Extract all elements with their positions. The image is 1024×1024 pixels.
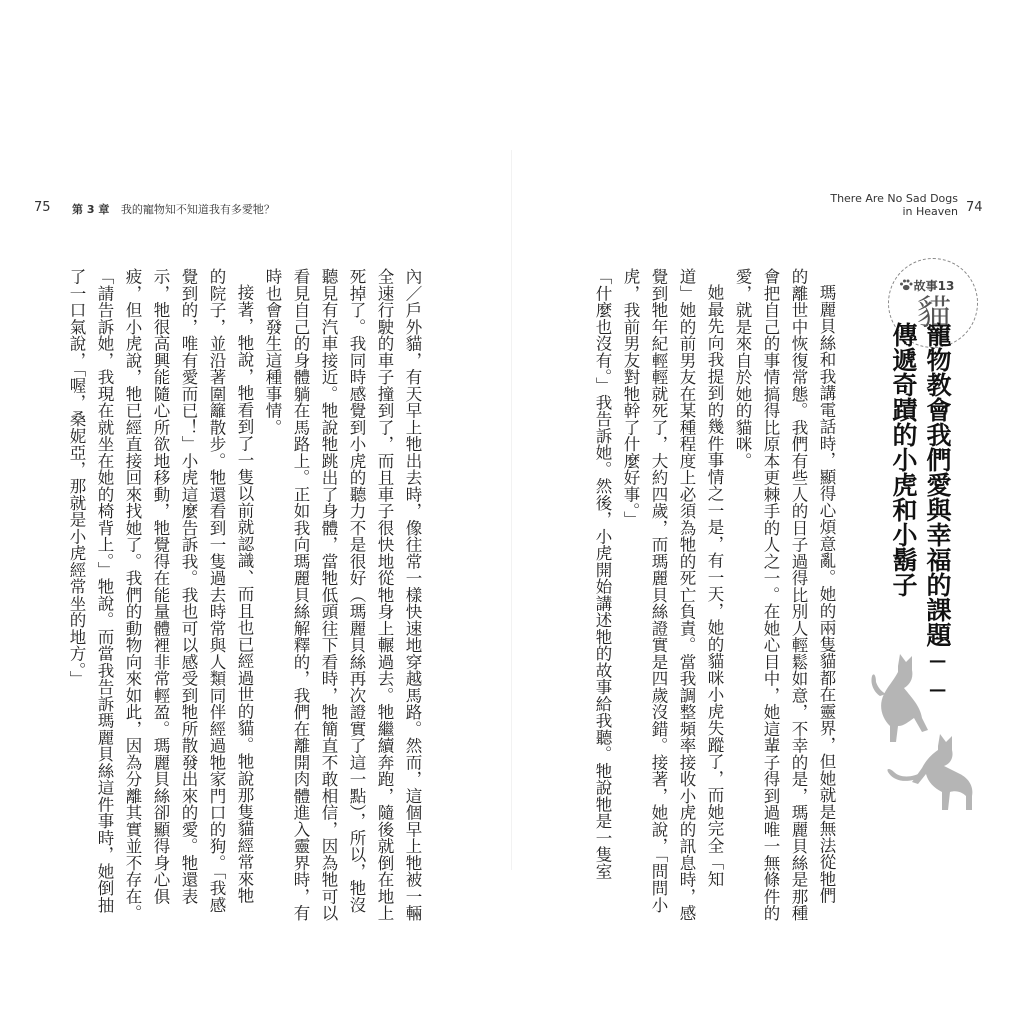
- text-column: 死掉了。我同時感覺到小虎的聽力不是很好（瑪麗貝絲再次證實了這一點），所以，牠沒: [347, 268, 366, 913]
- text-column: 的院子，並沿著圍籬散步。牠還看到一隻過去時常與人類同伴經過牠家門口的狗。「我感: [207, 268, 226, 913]
- text-column: 內／戶外貓，有天早上牠出去時，像往常一樣快速地穿越馬路。然而，這個早上牠被一輛: [403, 268, 422, 922]
- chapter-label: 第 3 章: [72, 203, 110, 216]
- text-column: 時也會發生這種事情。: [263, 268, 282, 436]
- text-column: 聽見有汽車接近。牠說牠跳出了身體，當牠低頭往下看時，牠簡直不敢相信，因為牠可以: [319, 268, 338, 922]
- text-column: 會把自己的事情搞得比原本更棘手的人之一。在她心目中，她這輩子得到過唯一無條件的: [761, 268, 780, 922]
- running-header-chapter: [72, 201, 275, 217]
- text-column: 虎，我前男友對牠幹了什麼好事。」: [621, 268, 640, 528]
- text-column: 覺到牠年紀輕輕就死了，大約四歲，而瑪麗貝絲證實是四歲沒錯。接著，她說，「問問小: [649, 268, 668, 913]
- text-column: 全速行駛的車子撞到了，而且車子很快地從牠身上輾過去。牠繼續奔跑，隨後就倒在地上: [375, 268, 394, 922]
- text-column: 示，牠很高興能隨心所欲地移動，牠覺得在能量體裡非常輕盈。瑪麗貝絲卻顯得身心俱: [151, 268, 170, 905]
- text-column: 「請告訴她，我現在就坐在她的椅背上。」牠說。而當我告訴瑪麗貝絲這件事時，她倒抽: [95, 268, 114, 913]
- left-page-number: 75: [34, 200, 51, 215]
- story-number-label: 故事13: [913, 279, 955, 293]
- right-page-number: 74: [966, 200, 983, 215]
- book-title-line1: There Are No Sad Dogs: [830, 192, 958, 205]
- cats-silhouette-icon: [868, 646, 988, 816]
- story-badge-character: 貓: [917, 293, 951, 333]
- text-column: 疲，但小虎說，牠已經直接回來找她了。我們的動物向來如此，因為分離其實並不存在。: [123, 268, 142, 922]
- text-column: 「什麼也沒有。」我告訴她。然後，小虎開始講述牠的故事給我聽。牠說牠是一隻室: [593, 268, 612, 880]
- text-column: 瑪麗貝絲和我講電話時，顯得心煩意亂。她的兩隻貓都在靈界，但她就是無法從牠們: [817, 284, 836, 904]
- text-column: 接著，牠說，牠看到了一隻以前就認識、而且也已經過世的貓。牠說那隻貓經常來牠: [235, 284, 254, 904]
- text-column: 了一口氣說，「喔，桑妮亞，那就是小虎經常坐的地方。」: [67, 268, 86, 687]
- book-title-line2: in Heaven: [902, 205, 958, 218]
- text-column: 愛，就是來自於她的貓咪。: [733, 268, 752, 469]
- text-column: 她最先向我提到的幾件事情之一是，有一天，她的貓咪小虎失蹤了，而她完全「知: [705, 284, 724, 887]
- text-column: 的離世中恢復常態。我們有些人的日子過得比別人輕鬆如意，不幸的是，瑪麗貝絲是那種: [789, 268, 808, 922]
- story-title-line2: 傳遞奇蹟的小虎和小鬍子: [889, 322, 918, 597]
- running-header-book-title: [828, 192, 958, 218]
- story-title-line1: 寵物教會我們愛與幸福的課題──: [923, 322, 952, 705]
- text-column: 覺到的，唯有愛而已！」小虎這麼告訴我。我也可以感受到牠所散發出來的愛。牠還表: [179, 268, 198, 905]
- text-column: 道」她的前男友在某種程度上必須為牠的死亡負責。當我調整頻率接收小虎的訊息時，感: [677, 268, 696, 922]
- text-column: 看見自己的身體躺在馬路上。正如我向瑪麗貝絲解釋的，我們在離開肉體進入靈界時，有: [291, 268, 310, 922]
- chapter-title: 我的寵物知不知道我有多愛牠？: [120, 203, 275, 216]
